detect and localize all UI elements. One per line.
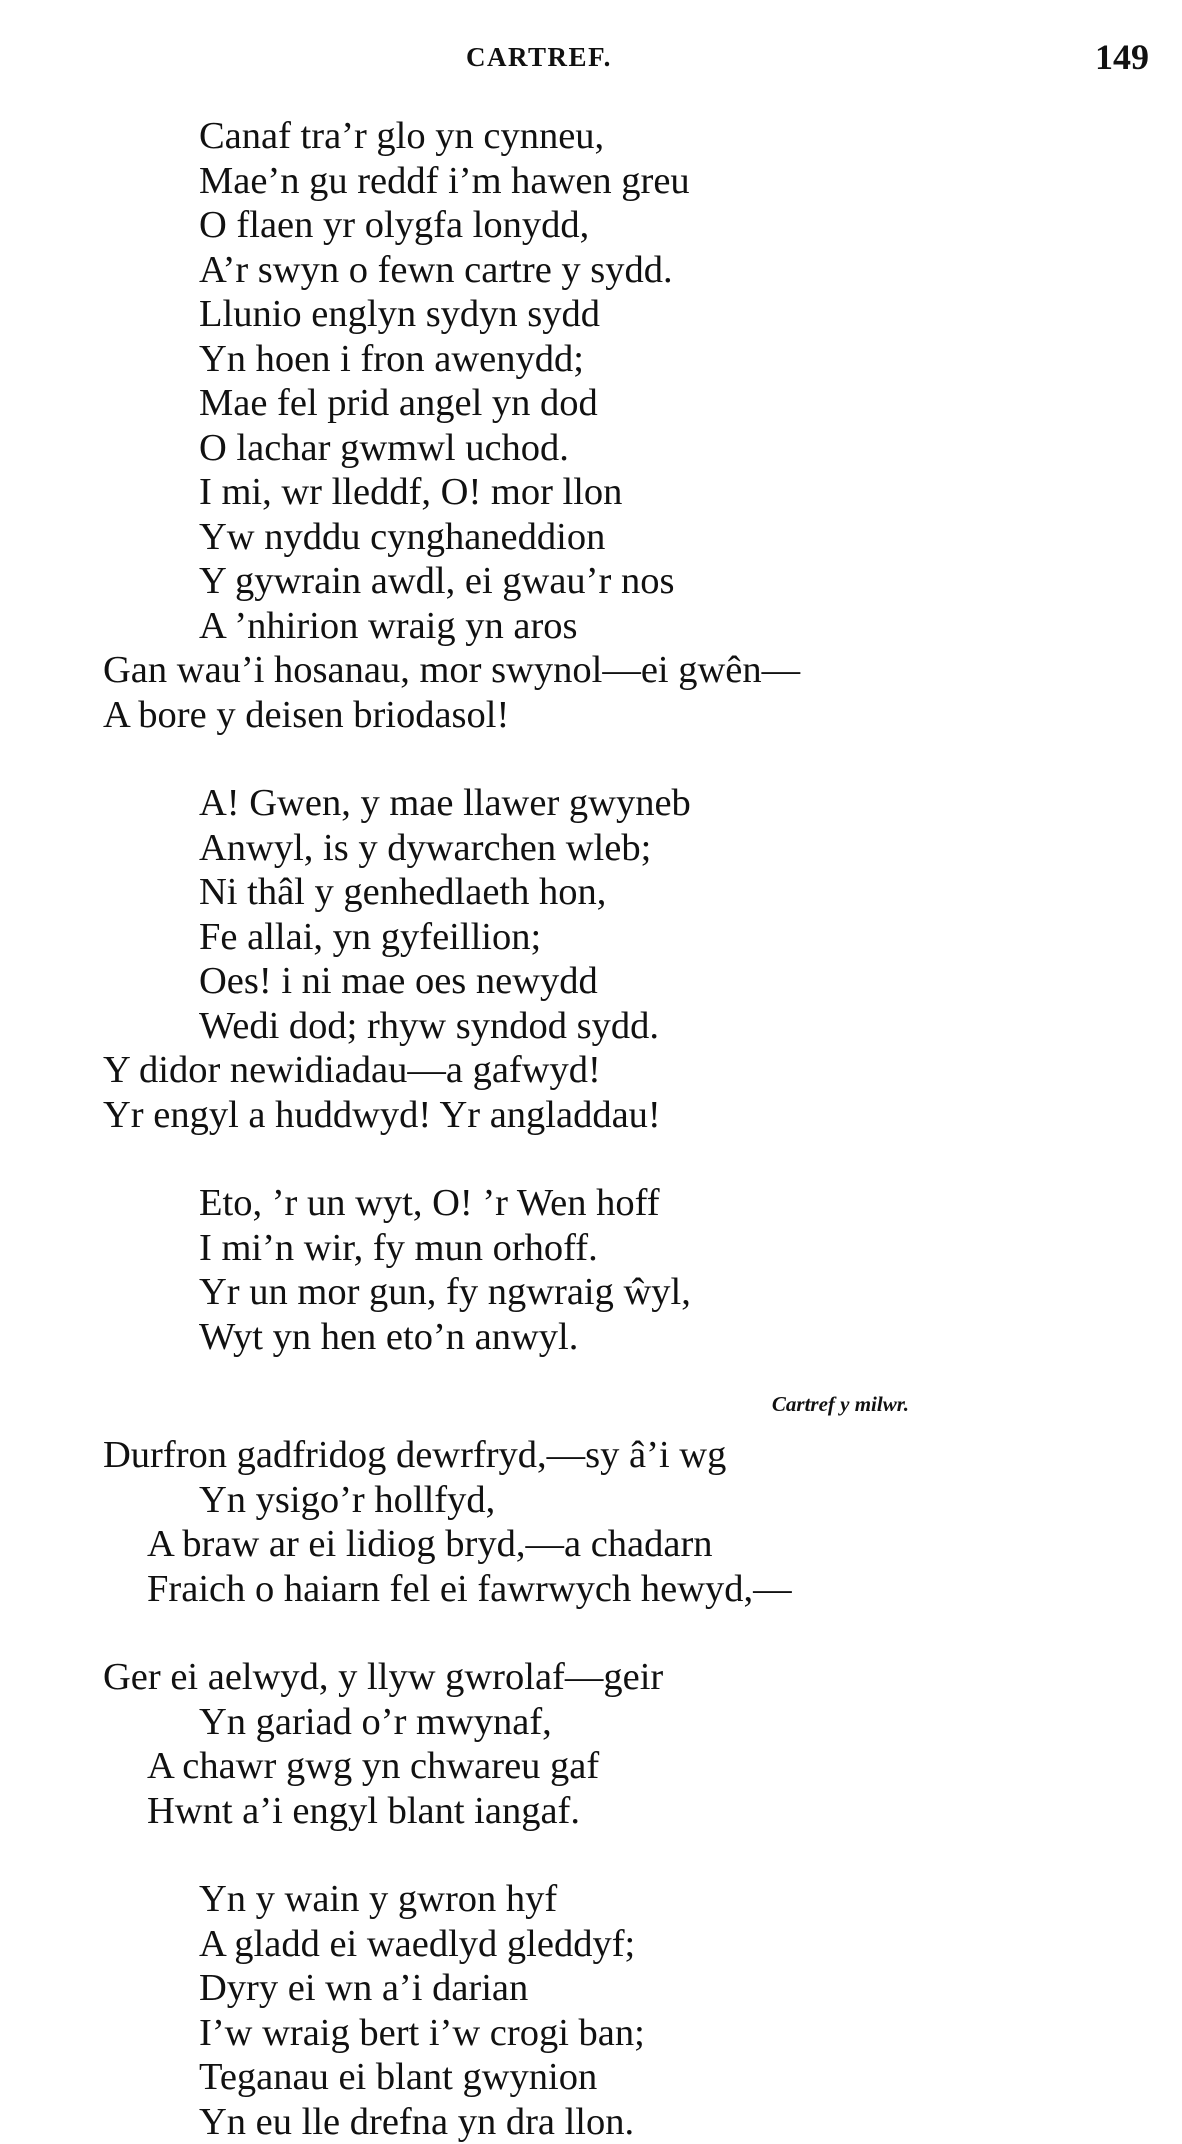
poem-line: Ger ei aelwyd, y llyw gwrolaf—geir <box>103 1655 1103 1700</box>
poem-line: Yn hoen i fron awenydd; <box>103 337 1103 382</box>
poem-line: Canaf tra’r glo yn cynneu, <box>103 114 1103 159</box>
poem-line: Yn ysigo’r hollfyd, <box>103 1478 1103 1523</box>
poem-line: Hwnt a’i engyl blant iangaf. <box>103 1789 1103 1834</box>
page-number: 149 <box>1095 36 1149 78</box>
poem-line: I mi’n wir, fy mun orhoff. <box>103 1226 1103 1271</box>
stanza <box>103 114 1103 737</box>
poem-line: Durfron gadfridog dewrfryd,—sy â’i wg <box>103 1433 1103 1478</box>
poem-line: Oes! i ni mae oes newydd <box>103 959 1103 1004</box>
poem-line: Yn gariad o’r mwynaf, <box>103 1700 1103 1745</box>
poem-line: O lachar gwmwl uchod. <box>103 426 1103 471</box>
poem-line: Yw nyddu cynghaneddion <box>103 515 1103 560</box>
poem-line: A’r swyn o fewn cartre y sydd. <box>103 248 1103 293</box>
poem-line: Yr engyl a huddwyd! Yr angladdau! <box>103 1093 1103 1138</box>
poem-line: Llunio englyn sydyn sydd <box>103 292 1103 337</box>
poem-line: Yn y wain y gwron hyf <box>103 1877 1103 1922</box>
poem-line: Yn eu lle drefna yn dra llon. <box>103 2100 1103 2144</box>
poem-line: Fe allai, yn gyfeillion; <box>103 915 1103 960</box>
stanza <box>103 1433 1103 1611</box>
poem-line: Mae’n gu reddf i’m hawen greu <box>103 159 1103 204</box>
poem-line: A bore y deisen briodasol! <box>103 693 1103 738</box>
poem-line: Wyt yn hen eto’n anwyl. <box>103 1315 1103 1360</box>
poem-line: A gladd ei waedlyd gleddyf; <box>103 1922 1103 1967</box>
poem-line: Wedi dod; rhyw syndod sydd. <box>103 1004 1103 1049</box>
stanza <box>103 1877 1103 2144</box>
poem-line: I’w wraig bert i’w crogi ban; <box>103 2011 1103 2056</box>
poem-line: Teganau ei blant gwynion <box>103 2055 1103 2100</box>
poem-line: Y didor newidiadau—a gafwyd! <box>103 1048 1103 1093</box>
poem-line: A! Gwen, y mae llawer gwyneb <box>103 781 1103 826</box>
poem-line: Y gywrain awdl, ei gwau’r nos <box>103 559 1103 604</box>
poem-line: Mae fel prid angel yn dod <box>103 381 1103 426</box>
poem-line: A braw ar ei lidiog bryd,—a chadarn <box>103 1522 1103 1567</box>
stanza <box>103 781 1103 1137</box>
running-title: CARTREF. <box>466 42 612 73</box>
stanza <box>103 1181 1103 1359</box>
poem-body <box>103 114 1103 2144</box>
poem-line: A ’nhirion wraig yn aros <box>103 604 1103 649</box>
poem-line: Yr un mor gun, fy ngwraig ŵyl, <box>103 1270 1103 1315</box>
poem-line: Dyry ei wn a’i darian <box>103 1966 1103 2011</box>
poem-line: Ni thâl y genhedlaeth hon, <box>103 870 1103 915</box>
running-head <box>0 36 1182 76</box>
poem-line: O flaen yr olygfa lonydd, <box>103 203 1103 248</box>
poem-line: Gan wau’i hosanau, mor swynol—ei gwên— <box>103 648 1103 693</box>
poem-line: Eto, ’r un wyt, O! ’r Wen hoff <box>103 1181 1103 1226</box>
section-caption: Cartref y milwr. <box>103 1389 909 1419</box>
stanza <box>103 1655 1103 1833</box>
poem-line: Fraich o haiarn fel ei fawrwych hewyd,— <box>103 1567 1103 1612</box>
poem-line: I mi, wr lleddf, O! mor llon <box>103 470 1103 515</box>
poem-line: A chawr gwg yn chwareu gaf <box>103 1744 1103 1789</box>
poem-line: Anwyl, is y dywarchen wleb; <box>103 826 1103 871</box>
